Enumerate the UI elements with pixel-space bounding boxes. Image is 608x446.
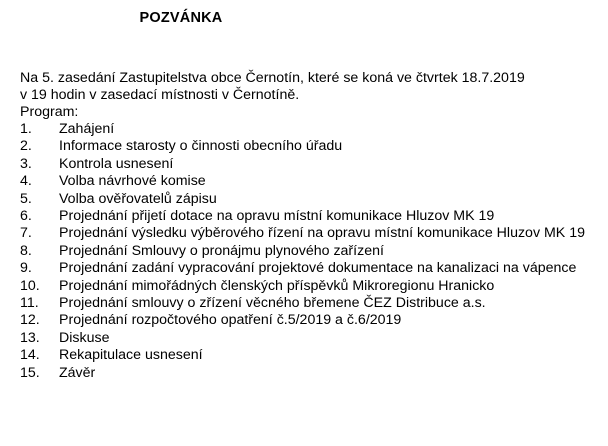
agenda-item-number: 2. (20, 138, 32, 155)
intro-line-1: Na 5. zasedání Zastupitelstva obce Černotín, které se koná ve čtvrtek 18.7.2019 (20, 70, 525, 86)
agenda-item-text: Zahájení (59, 121, 115, 137)
agenda-item (20, 347, 592, 364)
agenda-item-text: Volba návrhové komise (59, 173, 206, 190)
intro-line-2: v 19 hodin v zasedací místnosti v Černotíně. (20, 87, 300, 103)
agenda-item-text: Projednání výsledku výběrového řízení na opravu místní komunikace Hluzov MK 19 (59, 225, 585, 242)
agenda-item-text: Projednání zadání vypracování projektové dokumentace na kanalizaci na vápence (59, 260, 577, 277)
agenda-item-number: 3. (20, 155, 32, 172)
agenda-item-number: 9. (20, 260, 32, 277)
agenda-item (20, 278, 592, 295)
agenda-item (20, 156, 592, 173)
agenda-item-number: 12. (20, 312, 40, 329)
agenda-item-number: 11. (20, 295, 39, 312)
agenda-item-number: 6. (20, 208, 32, 225)
agenda-item-number: 8. (20, 242, 32, 259)
agenda-item-text: Volba ověřovatelů zápisu (59, 190, 217, 207)
agenda-item (20, 295, 592, 312)
agenda-item-text: Projednání přijetí dotace na opravu místní komunikace Hluzov MK 19 (59, 208, 495, 225)
agenda-item (20, 365, 592, 382)
agenda-item-number: 4. (20, 173, 32, 190)
agenda-item (20, 208, 592, 225)
document-title: POZVÁNKA (139, 10, 223, 26)
agenda-item-text: Kontrola usnesení (59, 155, 174, 172)
program-label: Program: (20, 104, 79, 120)
agenda-item-text: Informace starosty o činnosti obecního úřadu (59, 138, 343, 155)
agenda-item-number: 13. (20, 329, 40, 346)
agenda-item-number: 1. (20, 121, 32, 137)
agenda-list (20, 121, 592, 382)
agenda-item-number: 7. (20, 225, 32, 242)
intro-paragraph (20, 70, 592, 104)
agenda-item-text: Rekapitulace usnesení (59, 347, 203, 364)
agenda-item-text: Projednání rozpočtového opatření č.5/2019 a č.6/2019 (59, 312, 402, 329)
agenda-item-number: 15. (20, 364, 40, 381)
agenda-item (20, 225, 592, 242)
agenda-item-number: 5. (20, 190, 32, 207)
agenda-item-number: 10. (20, 277, 40, 294)
agenda-item-number: 14. (20, 347, 40, 364)
agenda-item (20, 312, 592, 329)
agenda-item (20, 191, 592, 208)
agenda-item (20, 330, 592, 347)
agenda-item-text: Projednání mimořádných členských příspěvků Mikroregionu Hranicko (59, 277, 495, 294)
agenda-item (20, 138, 592, 155)
agenda-item (20, 121, 592, 138)
agenda-item (20, 260, 592, 277)
agenda-item-text: Diskuse (59, 329, 110, 346)
agenda-item-text: Projednání smlouvy o zřízení věcného břemene ČEZ Distribuce a.s. (59, 295, 486, 312)
agenda-item (20, 243, 592, 260)
agenda-item (20, 173, 592, 190)
agenda-item-text: Závěr (59, 364, 96, 381)
agenda-item-text: Projednání Smlouvy o pronájmu plynového zařízení (59, 242, 384, 259)
